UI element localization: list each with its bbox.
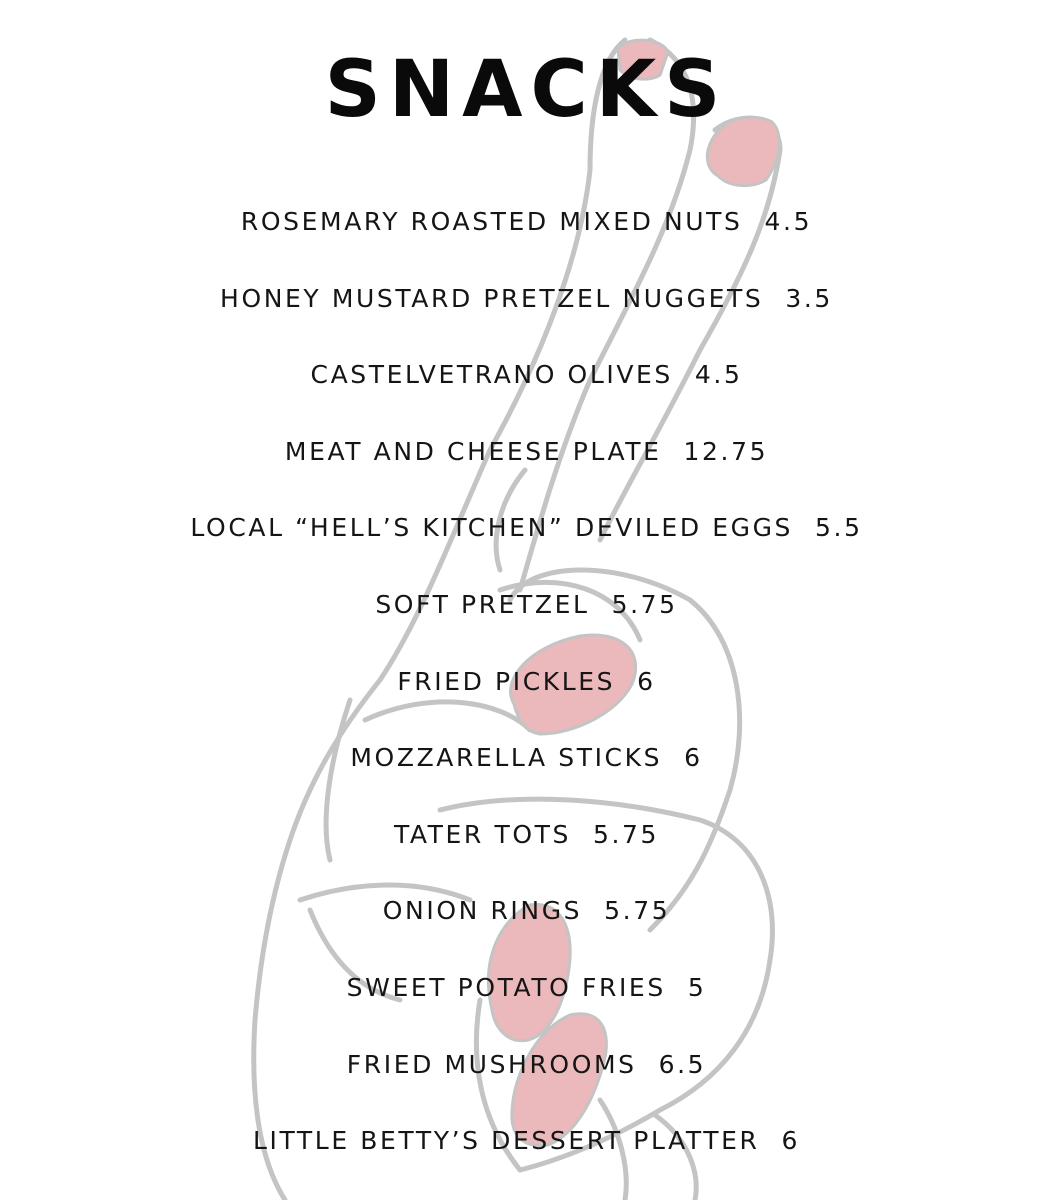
menu-item-name: TATER TOTS: [393, 819, 571, 849]
menu-item: [0, 660, 1053, 737]
menu-item-price: 6: [637, 666, 656, 696]
menu-item: [0, 277, 1053, 354]
menu-item-name: LITTLE BETTY’S DESSERT PLATTER: [252, 1126, 760, 1156]
menu-item-name: SOFT PRETZEL: [375, 589, 590, 619]
menu-item: [0, 353, 1053, 430]
menu-item: [0, 1119, 1053, 1196]
menu-item-price: 5.75: [592, 819, 660, 849]
menu-item-name: LOCAL “HELL’S KITCHEN” DEVILED EGGS: [190, 513, 794, 543]
menu-item-price: 5.75: [604, 896, 671, 926]
menu-item-price: 3.5: [785, 283, 833, 313]
page-title: SNACKS: [324, 45, 729, 135]
menu-item-price: 4.5: [764, 207, 813, 236]
menu-item-name: HONEY MUSTARD PRETZEL NUGGETS: [220, 283, 764, 313]
menu-item-price: 12.75: [683, 436, 769, 466]
menu-item-name: CASTELVETRANO OLIVES: [310, 360, 673, 390]
menu-item-name: SWEET POTATO FRIES: [346, 972, 666, 1002]
menu-item: [0, 966, 1053, 1043]
menu-item-name: ONION RINGS: [382, 896, 583, 926]
menu-item-price: 5: [687, 972, 707, 1002]
snack-menu-list: [0, 200, 1053, 1196]
menu-item-price: 4.5: [694, 360, 743, 390]
menu-item: [0, 736, 1053, 813]
menu-item-name: MOZZARELLA STICKS: [350, 743, 663, 773]
menu-item-price: 5.5: [815, 513, 863, 543]
menu-item: [0, 1043, 1053, 1120]
menu-item-name: ROSEMARY ROASTED MIXED NUTS: [240, 207, 743, 236]
menu-item-price: 6: [781, 1126, 801, 1156]
menu-item-name: MEAT AND CHEESE PLATE: [284, 436, 662, 466]
menu-item: [0, 200, 1053, 277]
menu-item: [0, 583, 1053, 660]
menu-item: [0, 506, 1053, 583]
menu-item-name: FRIED PICKLES: [397, 666, 616, 696]
menu-item-price: 5.75: [611, 589, 678, 619]
menu-item-price: 6.5: [658, 1049, 707, 1079]
menu-item-price: 6: [684, 743, 703, 773]
menu-item: [0, 889, 1053, 966]
menu-item: [0, 813, 1053, 890]
menu-item-name: FRIED MUSHROOMS: [346, 1049, 637, 1079]
menu-item: [0, 430, 1053, 507]
